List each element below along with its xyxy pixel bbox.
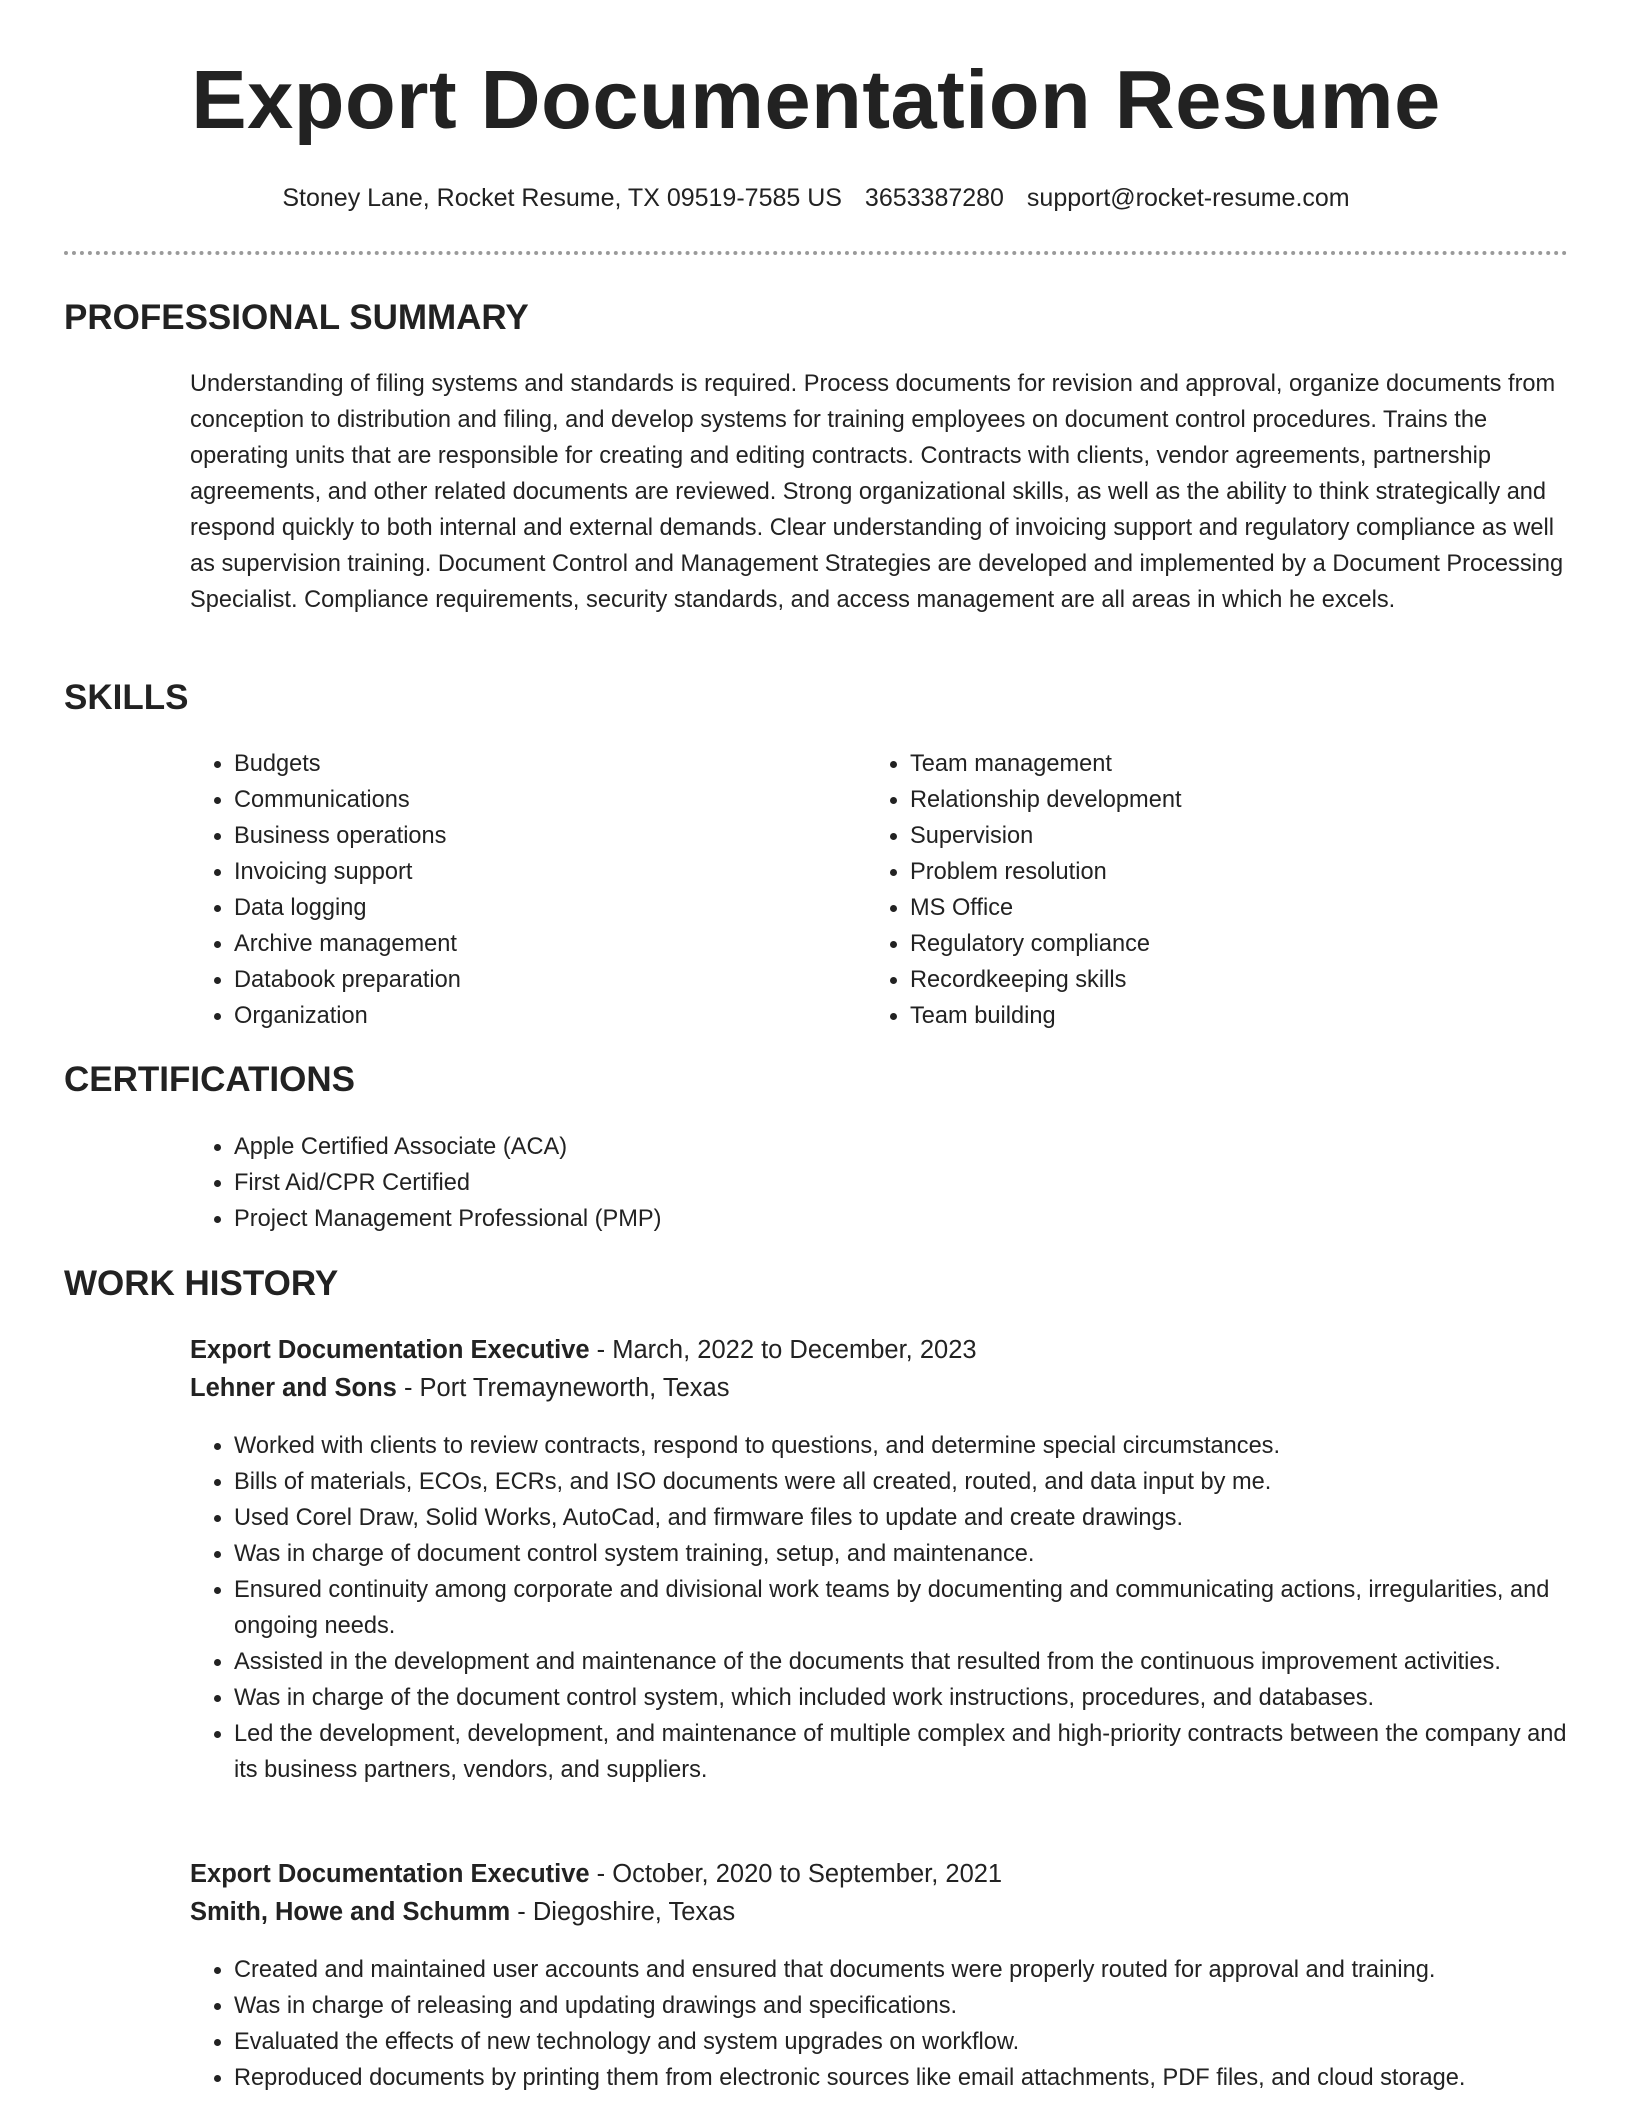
contact-line — [0, 183, 1632, 213]
job-duty: • Evaluated the effects of new technology and system upgrades on workflow. — [234, 2024, 1632, 2060]
skill-item: • Business operations — [234, 818, 834, 854]
skill-item: • Supervision — [910, 818, 1530, 854]
resume-title: Export Documentation Resume — [191, 53, 1441, 146]
section-heading-certifications: CERTIFICATIONS — [64, 1060, 356, 1099]
job-company-line — [190, 1893, 735, 1931]
skill-item: • Team building — [910, 998, 1530, 1034]
job-duty: • Used Corel Draw, Solid Works, AutoCad, and firmware files to update and create drawings. — [234, 1500, 1574, 1536]
job-duty: • Ensured continuity among corporate and divisional work teams by documenting and communicating actions, irregularities, and ongoing needs. — [234, 1572, 1574, 1644]
certification-item: • Project Management Professional (PMP) — [234, 1201, 1534, 1237]
job-duties-list — [190, 1952, 1632, 2096]
skill-item: • Archive management — [234, 926, 834, 962]
job-company: Lehner and Sons — [190, 1374, 397, 1402]
job-company: Smith, Howe and Schumm — [190, 1898, 511, 1926]
certifications-list — [190, 1129, 1534, 1237]
skill-item: • Invoicing support — [234, 854, 834, 890]
job-duty: • Led the development, development, and maintenance of multiple complex and high-priority contracts between the company and its business partners, vendors, and suppliers. — [234, 1716, 1574, 1788]
contact-email[interactable]: support@rocket-resume.com — [1026, 184, 1350, 212]
job-duty: • Was in charge of document control system training, setup, and maintenance. — [234, 1536, 1574, 1572]
job-title-line — [190, 1855, 1002, 1893]
summary-text: Understanding of filing systems and standards is required. Process documents for revision and approval, organize documents from conception to distribution and filing, and develop systems for training employees on document control procedures. Trains the operating units that are responsible for creating and editing contracts. Contracts with clients, vendor agreements, partnership agreements, and other related documents are reviewed. Strong organizational skills, as well as the ability to think strategically and respond quickly to both internal and external demands. Clear understanding of invoicing support and regulatory compliance as well as supervision training. Document Control and Management Strategies are developed and implemented by a Document Processing Specialist. Compliance requirements, security standards, and access management are all areas in which he excels. — [190, 371, 1564, 613]
job-location: - Port Tremayneworth, Texas — [396, 1374, 730, 1402]
job-title-line — [190, 1331, 977, 1369]
header-divider — [64, 251, 1568, 255]
skill-item: • Problem resolution — [910, 854, 1530, 890]
skill-item: • Budgets — [234, 746, 834, 782]
job-duty: • Was in charge of releasing and updating drawings and specifications. — [234, 1988, 1632, 2024]
skill-item: • Relationship development — [910, 782, 1530, 818]
job-duty: • Assisted in the development and maintenance of the documents that resulted from the continuous improvement activities. — [234, 1644, 1574, 1680]
skill-item: • Regulatory compliance — [910, 926, 1530, 962]
certification-item: • First Aid/CPR Certified — [234, 1165, 1534, 1201]
certification-item: • Apple Certified Associate (ACA) — [234, 1129, 1534, 1165]
skills-list-left — [190, 746, 834, 1034]
skill-item: • Data logging — [234, 890, 834, 926]
contact-phone: 3653387280 — [864, 184, 1004, 212]
job-title: Export Documentation Executive — [190, 1336, 590, 1364]
section-heading-skills: SKILLS — [64, 678, 189, 717]
job-dates: - March, 2022 to December, 2023 — [589, 1336, 977, 1364]
skill-item: • Databook preparation — [234, 962, 834, 998]
skill-item: • Organization — [234, 998, 834, 1034]
job-duties-list — [190, 1428, 1574, 1788]
skills-list-right — [866, 746, 1530, 1034]
section-heading-work-history: WORK HISTORY — [64, 1264, 339, 1303]
skill-item: • MS Office — [910, 890, 1530, 926]
skill-item: • Team management — [910, 746, 1530, 782]
contact-address: Stoney Lane, Rocket Resume, TX 09519-7585 US — [282, 184, 842, 212]
job-duty: • Bills of materials, ECOs, ECRs, and ISO documents were all created, routed, and data input by me. — [234, 1464, 1574, 1500]
job-duty: • Created and maintained user accounts and ensured that documents were properly routed for approval and training. — [234, 1952, 1632, 1988]
section-heading-summary: PROFESSIONAL SUMMARY — [64, 298, 529, 337]
job-company-line — [190, 1369, 729, 1407]
job-title: Export Documentation Executive — [190, 1860, 590, 1888]
skill-item: • Communications — [234, 782, 834, 818]
job-duty: • Worked with clients to review contracts, respond to questions, and determine special circumstances. — [234, 1428, 1574, 1464]
job-dates: - October, 2020 to September, 2021 — [589, 1860, 1003, 1888]
job-duty: • Reproduced documents by printing them from electronic sources like email attachments, PDF files, and cloud storage. — [234, 2060, 1632, 2096]
job-duty: • Was in charge of the document control system, which included work instructions, procedures, and databases. — [234, 1680, 1574, 1716]
skill-item: • Recordkeeping skills — [910, 962, 1530, 998]
job-location: - Diegoshire, Texas — [510, 1898, 736, 1926]
